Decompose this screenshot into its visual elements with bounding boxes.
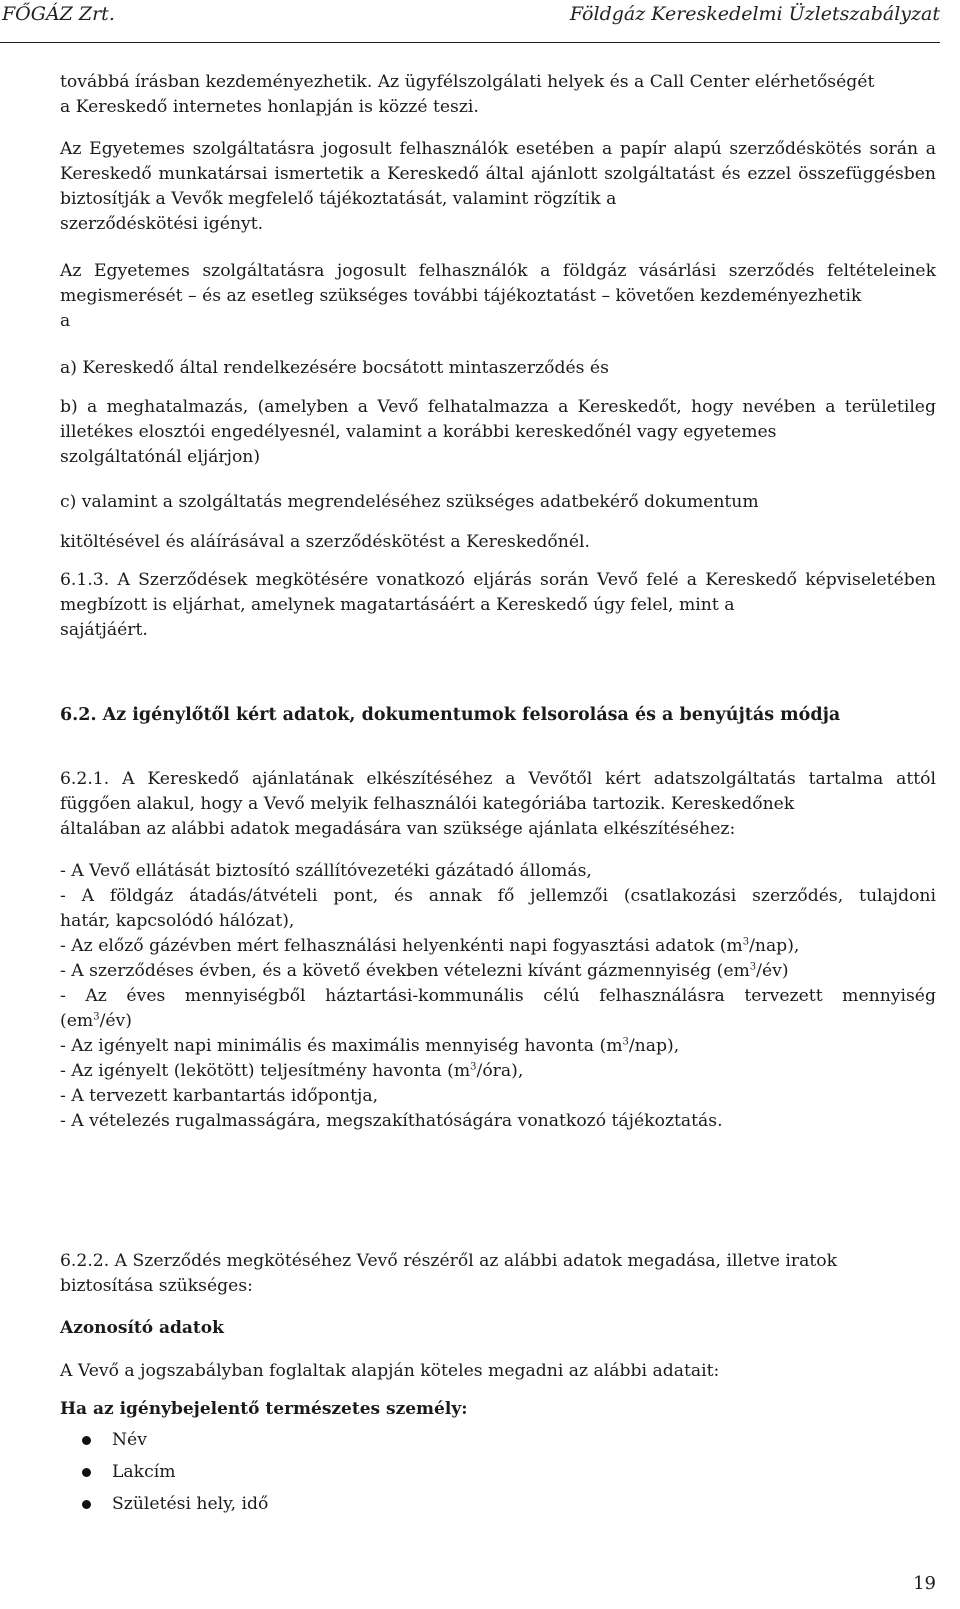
list-item: - Az előző gázévben mért felhasználási helyenkénti napi fogyasztási adatok $(m^3/nap)$, — [60, 936, 800, 956]
header-company: FŐGÁZ Zrt. — [2, 3, 115, 25]
paragraph-line: szerződéskötési igényt. — [60, 214, 264, 234]
list-item: - Az igényelt napi minimális és maximális mennyiség havonta $(m^3/nap)$, — [60, 1036, 680, 1056]
paragraph-text: 6.2.2. A Szerződés megkötéséhez Vevő részéről az alábbi adatok megadása, illetve iratok — [60, 1251, 838, 1271]
header-document-title: Földgáz Kereskedelmi Üzletszabályzat — [569, 3, 940, 25]
bullet-icon — [82, 1436, 91, 1445]
paragraph-line: szolgáltatónál eljárjon) — [60, 447, 261, 467]
paragraph-line: a — [60, 311, 71, 331]
item-b — [60, 395, 936, 470]
section-heading-6-2: 6.2. Az igénylőtől kért adatok, dokumentumok felsorolása és a benyújtás módja — [60, 705, 841, 725]
item-c-continued: kitöltésével és aláírásával a szerződéskötést a Kereskedőnél. — [60, 532, 590, 552]
list-item: - Az igényelt (lekötött) teljesítmény havonta $(m^3/óra)$, — [60, 1061, 524, 1081]
list-item: - A Vevő ellátását biztosító szállítóvezetéki gázátadó állomás, — [60, 861, 592, 881]
paragraph-customer-obligation: A Vevő a jogszabályban foglaltak alapján köteles megadni az alábbi adatait: — [60, 1361, 720, 1381]
paragraph-6-1-3 — [60, 568, 936, 643]
paragraph-universal-service — [60, 259, 936, 334]
list-item: - A szerződéses évben, és a követő években vételezni kívánt gázmennyiség $(em^3/év)$ — [60, 961, 789, 981]
paragraph-text: Az Egyetemes szolgáltatásra jogosult felhasználók esetében a papír alapú szerződéskötés során a Kereskedő munkatársai ismertetik a Kereskedő által ajánlott szolgáltatást és ezzel összefüggésben biztosítják a Vevők megfelelő tájékoztatását, valamint rögzítik a — [60, 139, 936, 209]
paragraph-line: sajátjáért. — [60, 620, 148, 640]
paragraph-line: továbbá írásban kezdeményezhetik. Az ügyfélszolgálati helyek és a Call Center elérhetőségét — [60, 72, 875, 92]
paragraph-text: b) a meghatalmazás, (amelyben a Vevő felhatalmazza a Kereskedőt, hogy nevében a területileg illetékes elosztói engedélyesnél, valamint a korábbi kereskedőnél vagy egyetemes — [60, 397, 936, 442]
natural-person-data-list — [60, 1424, 268, 1520]
list-item: határ, kapcsolódó hálózat), — [60, 911, 295, 931]
list-item: - A tervezett karbantartás időpontja, — [60, 1086, 379, 1106]
paragraph-text: Az Egyetemes szolgáltatásra jogosult felhasználók a földgáz vásárlási szerződés feltételeinek megismerését – és az esetleg szükséges további tájékoztatást – követően kezdeményezhetik — [60, 261, 936, 306]
page-header — [0, 0, 940, 43]
paragraph-customer-service — [60, 70, 936, 120]
list-item: Születési hely, idő — [60, 1488, 268, 1520]
list-item: - Az éves mennyiségből háztartási-kommunális célú felhasználásra tervezett mennyiség — [60, 986, 936, 1006]
paragraph-6-2-1 — [60, 767, 936, 842]
item-a: a) Kereskedő által rendelkezésére bocsátott mintaszerződés és — [60, 358, 609, 378]
item-c: c) valamint a szolgáltatás megrendeléséhez szükséges adatbekérő dokumentum — [60, 492, 759, 512]
paragraph-line: a Kereskedő internetes honlapján is közzé teszi. — [60, 97, 479, 117]
heading-identification-data: Azonosító adatok — [60, 1318, 224, 1338]
paragraph-line: biztosítása szükséges: — [60, 1276, 253, 1296]
list-item: Lakcím — [60, 1456, 268, 1488]
paragraph-text: 6.1.3. A Szerződések megkötésére vonatkozó eljárás során Vevő felé a Kereskedő képviseletében megbízott is eljárhat, amelynek magatartásáért a Kereskedő úgy felel, mint a — [60, 570, 936, 615]
list-item: $(em^3/év)$ — [60, 1011, 132, 1031]
paragraph-paper-contract — [60, 137, 936, 237]
bullet-icon — [82, 1500, 91, 1509]
paragraph-line: általában az alábbi adatok megadására van szüksége ajánlata elkészítéséhez: — [60, 819, 736, 839]
list-item: Név — [60, 1424, 268, 1456]
list-item: - A földgáz átadás/átvételi pont, és annak fő jellemzői (csatlakozási szerződés, tulajdoni — [60, 886, 936, 906]
heading-natural-person: Ha az igénybejelentő természetes személy: — [60, 1399, 468, 1419]
required-data-list — [60, 859, 936, 1134]
list-item: - A vételezés rugalmasságára, megszakíthatóságára vonatkozó tájékoztatás. — [60, 1111, 723, 1131]
paragraph-6-2-2 — [60, 1249, 936, 1299]
page-number: 19 — [913, 1573, 936, 1594]
bullet-icon — [82, 1468, 91, 1477]
paragraph-text: 6.2.1. A Kereskedő ajánlatának elkészítéséhez a Vevőtől kért adatszolgáltatás tartalma attól függően alakul, hogy a Vevő melyik felhasználói kategóriába tartozik. Kereskedőnek — [60, 769, 936, 814]
